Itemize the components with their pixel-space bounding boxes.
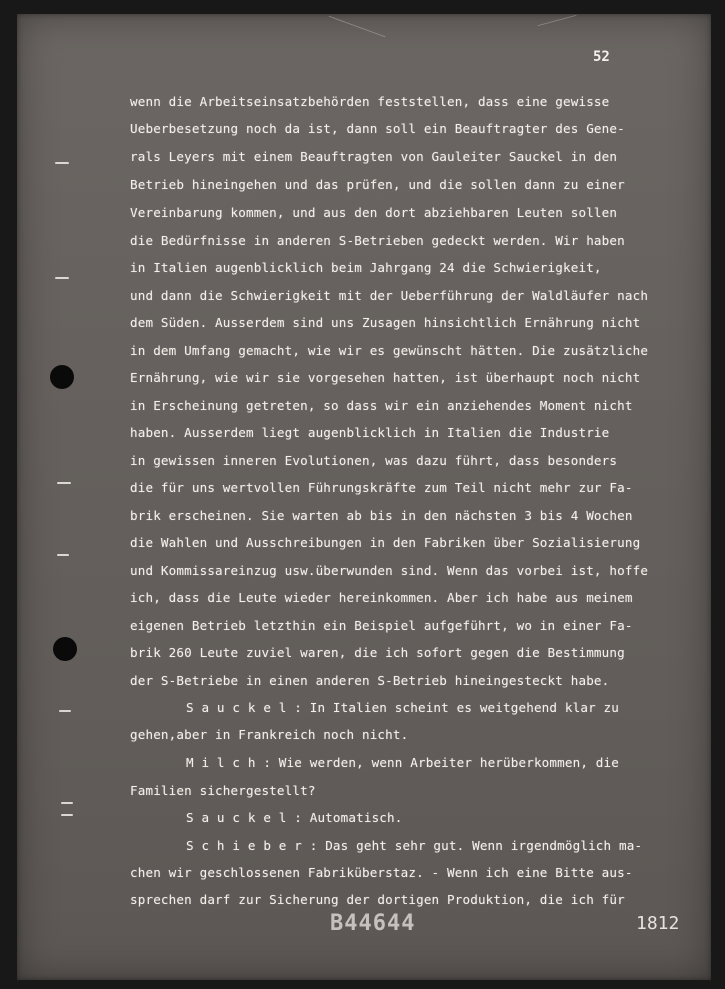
body-line: wenn die Arbeitseinsatzbehörden feststellen, dass eine gewisse xyxy=(130,94,610,109)
speech-text: Das geht sehr gut. Wenn irgendmöglich ma- xyxy=(325,838,643,853)
speech-text: Automatisch. xyxy=(309,810,403,825)
body-line: brik 260 Leute zuviel waren, die ich sofort gegen die Bestimmung xyxy=(130,645,625,660)
body-line: Betrieb hineingehen und das prüfen, und die sollen dann zu einer xyxy=(130,177,625,192)
speaker-name: S a u c k e l : xyxy=(186,700,302,715)
edge-mark xyxy=(61,814,73,816)
body-line: in gewissen inneren Evolutionen, was dazu führt, dass besonders xyxy=(130,453,618,468)
body-line: Vereinbarung kommen, und aus den dort abziehbaren Leuten sollen xyxy=(130,205,618,220)
paper-crease xyxy=(538,15,577,26)
edge-mark xyxy=(61,802,73,804)
body-line: die Bedürfnisse in anderen S-Betrieben gedeckt werden. Wir haben xyxy=(130,233,625,248)
edge-mark xyxy=(55,277,69,279)
archive-stamp: B44644 xyxy=(330,911,416,936)
body-line: in Erscheinung getreten, so dass wir ein anziehendes Moment nicht xyxy=(130,398,633,413)
speech-milch xyxy=(186,755,619,770)
body-line: eigenen Betrieb letzthin ein Beispiel aufgeführt, wo in einer Fa- xyxy=(130,618,633,633)
speech-sauckel xyxy=(186,700,619,715)
body-line: haben. Ausserdem liegt augenblicklich in Italien die Industrie xyxy=(130,425,610,440)
body-line: Ernährung, wie wir sie vorgesehen hatten, ist überhaupt noch nicht xyxy=(130,370,641,385)
speaker-name: S c h i e b e r : xyxy=(186,838,318,853)
body-line: und Kommissareinzug usw.überwunden sind. Wenn das vorbei ist, hoffe xyxy=(130,563,649,578)
punch-hole-top xyxy=(50,365,74,389)
body-line: ich, dass die Leute wieder hereinkommen. Aber ich habe aus meinem xyxy=(130,590,633,605)
body-line: die für uns wertvollen Führungskräfte zum Teil nicht mehr zur Fa- xyxy=(130,480,633,495)
sheet-number: 1812 xyxy=(636,913,680,934)
paper-crease xyxy=(329,16,386,37)
speech-continuation: Familien sichergestellt? xyxy=(130,783,316,798)
body-line: die Wahlen und Ausschreibungen in den Fabriken über Sozialisierung xyxy=(130,535,641,550)
edge-mark xyxy=(57,482,71,484)
speech-text: In Italien scheint es weitgehend klar zu xyxy=(309,700,620,715)
body-line: und dann die Schwierigkeit mit der Ueberführung der Waldläufer nach xyxy=(130,288,649,303)
body-line: in dem Umfang gemacht, wie wir es gewünscht hätten. Die zusätzliche xyxy=(130,343,649,358)
edge-mark xyxy=(59,710,71,712)
page-number: 52 xyxy=(593,49,610,65)
speech-sauckel-2 xyxy=(186,810,403,825)
speaker-name: S a u c k e l : xyxy=(186,810,302,825)
body-line: brik erscheinen. Sie warten ab bis in den nächsten 3 bis 4 Wochen xyxy=(130,508,633,523)
speaker-name: M i l c h : xyxy=(186,755,272,770)
speech-text: Wie werden, wenn Arbeiter herüberkommen, die xyxy=(278,755,620,770)
body-line: in Italien augenblicklich beim Jahrgang 24 die Schwierigkeit, xyxy=(130,260,602,275)
body-line: der S-Betriebe in einen anderen S-Betrieb hineingesteckt habe. xyxy=(130,673,610,688)
punch-hole-bottom xyxy=(53,637,77,661)
edge-mark xyxy=(57,554,69,556)
edge-mark xyxy=(55,162,69,164)
body-line: Ueberbesetzung noch da ist, dann soll ein Beauftragter des Gene- xyxy=(130,121,625,136)
body-line: dem Süden. Ausserdem sind uns Zusagen hinsichtlich Ernährung nicht xyxy=(130,315,641,330)
speech-continuation: sprechen darf zur Sicherung der dortigen Produktion, die ich für xyxy=(130,892,625,907)
body-line: rals Leyers mit einem Beauftragten von Gauleiter Sauckel in den xyxy=(130,149,618,164)
speech-continuation: gehen,aber in Frankreich noch nicht. xyxy=(130,727,409,742)
speech-schieber xyxy=(186,838,642,853)
speech-continuation: chen wir geschlossenen Fabriküberstaz. - Wenn ich eine Bitte aus- xyxy=(130,865,633,880)
